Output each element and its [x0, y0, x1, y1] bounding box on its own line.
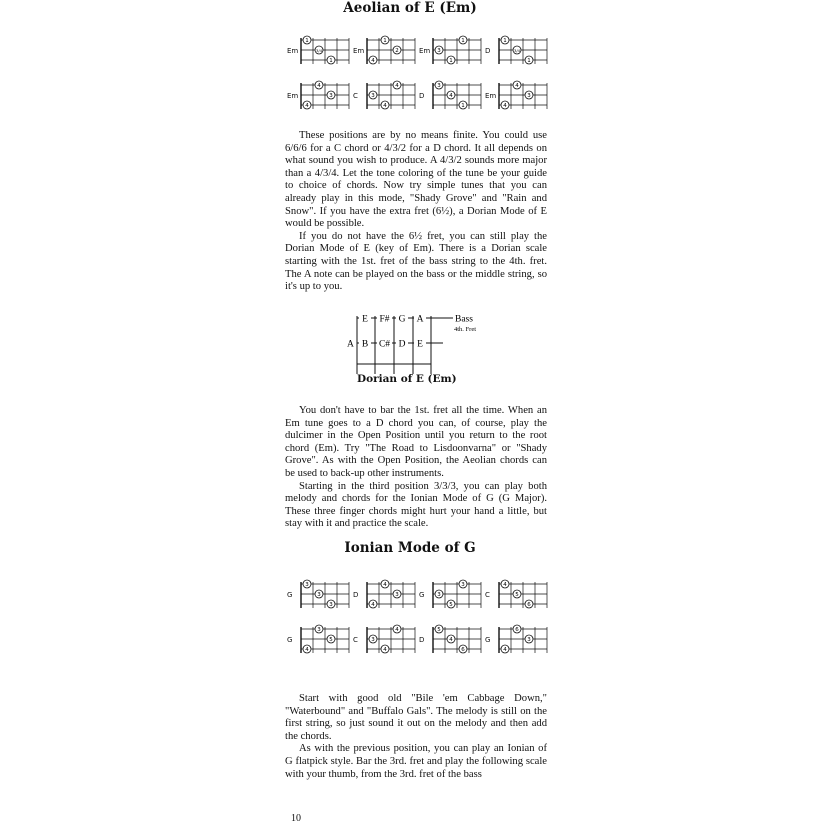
dorian-bass-label: Bass: [455, 314, 473, 325]
finger-number: 3: [317, 627, 321, 633]
chord-name: G: [287, 636, 293, 644]
finger-number: 1: [329, 58, 333, 64]
fretboard: [299, 81, 361, 113]
paragraph: Starting in the third position 3/3/3, you can play both melody and chords for the Ionian Mode of G (G Major). These three finger chords might hurt your hand a little, but stay with it and practice the scale.: [285, 480, 547, 530]
fretboard: [365, 36, 427, 68]
dorian-fret-label: 4th. Fret: [454, 326, 477, 333]
finger-number: 6: [461, 647, 465, 653]
dorian-bottom-note: C#: [378, 339, 391, 350]
finger-number: 4: [305, 647, 309, 653]
chord-name: Em: [287, 92, 299, 100]
finger-number: 4: [317, 83, 321, 89]
chord-name: G: [419, 591, 425, 599]
finger-number: 4: [383, 647, 387, 653]
finger-number: 1: [527, 58, 531, 64]
fretboard: [497, 580, 559, 612]
chord-name: D: [419, 636, 425, 644]
dorian-bottom-note: D: [398, 339, 406, 350]
fretboard: [431, 81, 493, 113]
finger-number: 3: [317, 592, 321, 598]
finger-number: 4: [503, 103, 507, 109]
dorian-top-note: F#: [379, 314, 390, 325]
fretboard: [497, 81, 559, 113]
finger-number: 4: [449, 93, 453, 99]
finger-number: 1: [449, 58, 453, 64]
chord-name: Em: [419, 47, 431, 55]
finger-number: 6: [515, 627, 519, 633]
finger-number: 3: [395, 592, 399, 598]
finger-number: 4: [305, 103, 309, 109]
finger-number: 5: [515, 592, 519, 598]
finger-number: 4: [515, 83, 519, 89]
finger-number: 1: [461, 103, 465, 109]
finger-number: 1: [503, 38, 507, 44]
page-number: 10: [291, 813, 301, 824]
finger-number: 5: [329, 637, 333, 643]
chord-name: G: [287, 591, 293, 599]
finger-number: 3: [329, 602, 333, 608]
fretboard: [365, 625, 427, 657]
paragraph: These positions are by no means finite. You could use 6/6/6 for a C chord or 4/3/2 for a D chord. It all depends on what sound you wish to produce. A 4/3/2 sounds more major than a 4/3/4. Let the tone coloring of the tune be your guide to choice of chords. Now try simple tunes that you can already play in this mode, "Shady Grove" and "Rain and Snow". If you have the extra fret (6½), a Dorian Mode of E would be possible.: [285, 130, 547, 230]
dorian-bottom-note: B: [361, 339, 369, 350]
finger-number: 4: [371, 58, 375, 64]
finger-number: 4: [395, 627, 399, 633]
chord-name: D: [353, 591, 359, 599]
chord-name: C: [353, 636, 358, 644]
fretboard: [497, 625, 559, 657]
dorian-top-note: G: [398, 314, 406, 325]
finger-number: 6: [527, 602, 531, 608]
finger-number: 4: [383, 582, 387, 588]
fretboard: [299, 625, 361, 657]
finger-number: 3/4: [513, 48, 521, 53]
finger-number: 3/4: [315, 48, 323, 53]
finger-number: 2: [395, 48, 399, 54]
text-block-2: [285, 405, 547, 531]
fretboard: [299, 580, 361, 612]
finger-number: 3: [437, 592, 441, 598]
chord-name: Em: [485, 92, 497, 100]
finger-number: 4: [383, 103, 387, 109]
fretboard: [431, 36, 493, 68]
finger-number: 4: [449, 637, 453, 643]
paragraph: You don't have to bar the 1st. fret all the time. When an Em tune goes to a D chord you can, of course, play the dulcimer in the Open Position until you return to the root chord (Em). Try "The Road to Lisdoonvarna" or "Shady Grove". As with the Open Position, the Aeolian chords can be used to back-up other instruments.: [285, 405, 547, 479]
paragraph: If you do not have the 6½ fret, you can still play the Dorian Mode of E (key of Em). There is a Dorian scale starting with the 1st. fret of the bass string to the 4th. fret. The A note can be played on the bass or the middle string, so it's up to you.: [285, 230, 547, 293]
finger-number: 3: [461, 582, 465, 588]
finger-number: 4: [503, 647, 507, 653]
finger-number: 3: [329, 93, 333, 99]
paragraph: Start with good old "Bile 'em Cabbage Down," "Waterbound" and "Buffalo Gals". The melody is still on the first string, so just sound it out on the melody and then add the chords.: [285, 693, 547, 742]
finger-number: 3: [371, 637, 375, 643]
dorian-top-note: A: [416, 314, 424, 325]
chord-name: C: [485, 591, 490, 599]
finger-number: 5: [437, 627, 441, 633]
fretboard: [497, 36, 559, 68]
finger-number: 3: [437, 83, 441, 89]
finger-number: 3: [305, 582, 309, 588]
fretboard: [365, 580, 427, 612]
fretboard: [299, 36, 361, 68]
dorian-bottom-start: A: [347, 339, 354, 350]
fretboard: [431, 625, 493, 657]
chord-name: Em: [353, 47, 365, 55]
finger-number: 4: [503, 582, 507, 588]
finger-number: 3: [437, 48, 441, 54]
finger-number: 1: [383, 38, 387, 44]
finger-number: 4: [371, 602, 375, 608]
finger-number: 5: [449, 602, 453, 608]
finger-number: 1: [461, 38, 465, 44]
chord-name: D: [485, 47, 491, 55]
finger-number: 4: [395, 83, 399, 89]
text-block-1: [285, 130, 547, 294]
text-block-3: [285, 693, 547, 781]
chord-name: D: [419, 92, 425, 100]
chord-name: C: [353, 92, 358, 100]
fretboard: [365, 81, 427, 113]
finger-number: 1: [305, 38, 309, 44]
finger-number: 3: [371, 93, 375, 99]
finger-number: 3: [527, 637, 531, 643]
chord-name: G: [485, 636, 491, 644]
dorian-bottom-note: E: [417, 339, 423, 350]
aeolian-heading: Aeolian of E (Em): [343, 0, 477, 16]
dorian-title: Dorian of E (Em): [357, 373, 457, 385]
paragraph: As with the previous position, you can play an Ionian of G flatpick style. Bar the 3rd. fret and play the following scale with your thumb, from the 3rd. fret of the bass: [285, 743, 547, 780]
dorian-top-note: E: [362, 314, 368, 325]
finger-number: 3: [527, 93, 531, 99]
chord-name: Em: [287, 47, 299, 55]
fretboard: [431, 580, 493, 612]
ionian-heading: Ionian Mode of G: [344, 540, 476, 556]
